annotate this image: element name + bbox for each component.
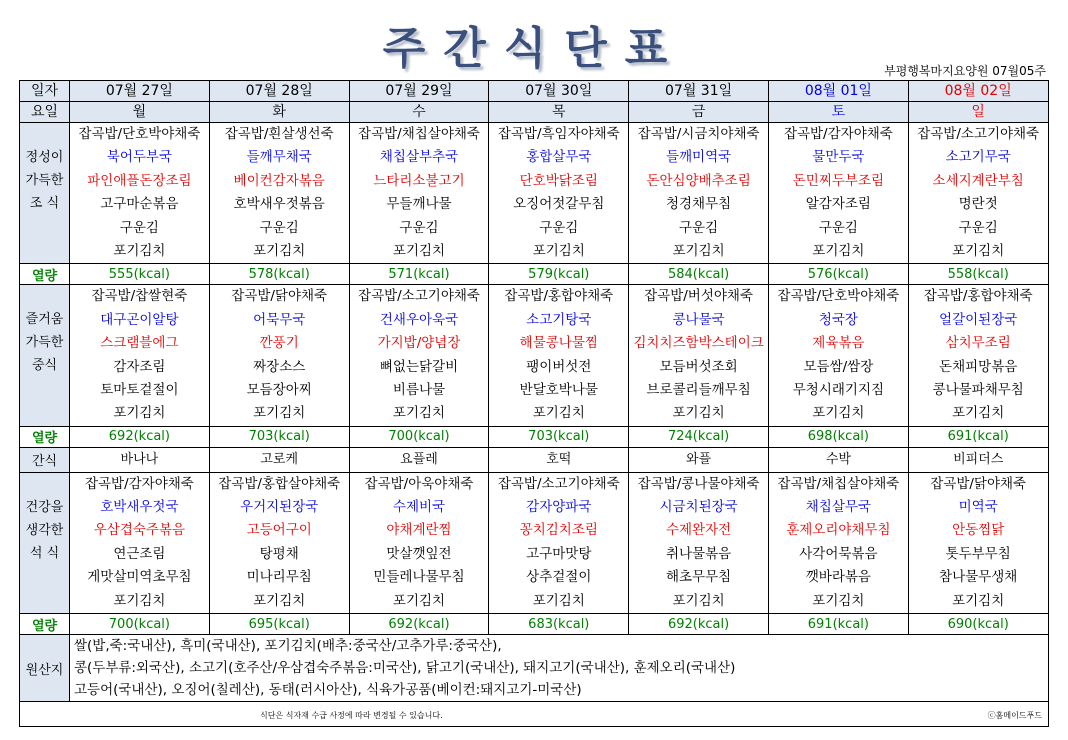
- menu-item: 브로콜리들깨무침: [646, 381, 751, 398]
- menu-item: 돈채피망볶음: [939, 358, 1018, 375]
- breakfast-day-cell: [489, 123, 629, 264]
- snack-item: 고로케: [209, 447, 349, 472]
- menu-item: 취나물볶음: [665, 545, 732, 562]
- dinner-day-cell: [768, 472, 908, 613]
- menu-item: 비름나물: [392, 381, 446, 398]
- snack-label: 간식: [20, 447, 70, 472]
- snack-item: 호떡: [489, 447, 629, 472]
- menu-item: 팽이버섯전: [526, 358, 592, 375]
- menu-item: 호박새우젓국: [100, 499, 179, 516]
- dinner-label-line: 석 식: [29, 545, 60, 561]
- lunch-day-cell: [908, 285, 1048, 426]
- menu-item: 소세지계란부침: [932, 172, 1024, 189]
- dinner-label-cell: [20, 472, 70, 613]
- lunch-label-line: 가득한: [25, 335, 64, 351]
- header-weekday: 일: [909, 101, 1048, 122]
- footer-brand: ⓒ홈메이드푸드: [987, 711, 1042, 720]
- menu-item: 김치치즈함박스테이크: [633, 335, 764, 352]
- footer-row: [20, 702, 1049, 727]
- header-date: 07월 28일: [245, 83, 313, 99]
- menu-item: 포기김치: [672, 242, 725, 259]
- menu-item: 포기김치: [113, 242, 166, 259]
- breakfast-label-cell: [20, 123, 70, 264]
- menu-item: 꽁치김치조림: [519, 522, 598, 539]
- menu-item: 모듬쌈/쌈장: [803, 358, 874, 375]
- header-date: 07월 27일: [105, 83, 173, 99]
- dinner-label-line: 건강을: [25, 499, 64, 515]
- breakfast-day-cell: [70, 123, 210, 264]
- menu-item: 알감자조림: [805, 196, 871, 213]
- menu-item: 맛살깻잎전: [386, 545, 452, 562]
- dinner-kcal-value: 683(kcal): [489, 614, 629, 635]
- dinner-kcal-value: 690(kcal): [908, 614, 1048, 635]
- menu-item: 무청시래기지짐: [792, 381, 885, 398]
- menu-item: 잡곡밥/홍합살야채죽: [218, 475, 341, 492]
- menu-item: 얼갈이된장국: [939, 311, 1018, 328]
- dinner-day-cell: [629, 472, 769, 613]
- menu-item: 고등어구이: [246, 522, 312, 539]
- menu-item: 베이컨감자볶음: [233, 172, 325, 189]
- menu-item: 포기김치: [672, 405, 725, 422]
- menu-item: 감자양파국: [526, 499, 592, 516]
- menu-item: 돈안심양배추조림: [646, 172, 751, 189]
- menu-item: 잡곡밥/버섯야채죽: [644, 288, 754, 305]
- menu-item: 포기김치: [253, 242, 306, 259]
- menu-item: 잡곡밥/소고기야채죽: [497, 475, 620, 492]
- breakfast-kcal-value: 584(kcal): [629, 264, 769, 285]
- menu-item: 잡곡밥/흑임자야채죽: [497, 126, 620, 142]
- lunch-day-cell: [489, 285, 629, 426]
- menu-item: 채칩살부추국: [379, 149, 459, 166]
- menu-item: 잡곡밥/홍합야채죽: [504, 288, 614, 305]
- menu-item: 어묵무국: [253, 311, 306, 328]
- menu-item: 포기김치: [113, 592, 166, 609]
- menu-item: 야채계란찜: [386, 522, 452, 539]
- menu-item: 포기김치: [392, 405, 446, 422]
- header-weekday: 목: [489, 101, 628, 122]
- menu-item: 고구마순볶음: [100, 196, 179, 213]
- day-label: 요일: [20, 101, 69, 122]
- menu-item: 들깨미역국: [665, 149, 732, 166]
- snack-item: 바나나: [70, 447, 210, 472]
- menu-item: 제육볶음: [812, 335, 865, 352]
- menu-item: 잡곡밥/단호박야채죽: [78, 126, 201, 142]
- menu-item: 반달호박나물: [519, 381, 598, 398]
- origin-label: 원산지: [20, 635, 70, 702]
- menu-item: 스크램블에그: [100, 335, 179, 352]
- menu-item: 훈제오리야채무침: [786, 522, 891, 539]
- menu-item: 포기김치: [113, 405, 166, 422]
- menu-item: 잡곡밥/시금치야채죽: [637, 126, 760, 142]
- menu-item: 사각어묵볶음: [799, 545, 878, 562]
- menu-item: 톳두부무침: [945, 545, 1011, 562]
- lunch-day-cell: [70, 285, 210, 426]
- menu-item: 명란젓: [958, 196, 998, 213]
- breakfast-kcal-value: 576(kcal): [768, 264, 908, 285]
- breakfast-kcal-row: [20, 264, 1049, 285]
- breakfast-label-line: 조 식: [29, 196, 60, 211]
- header-date: 08월 01일: [804, 83, 872, 99]
- weekly-menu-table: [19, 80, 1049, 727]
- menu-item: 잡곡밥/감자야채죽: [84, 475, 194, 492]
- header-day-cell: [629, 81, 769, 123]
- menu-item: 잡곡밥/채칩살야채죽: [358, 126, 480, 142]
- lunch-kcal-value: 691(kcal): [908, 426, 1048, 447]
- breakfast-day-cell: [908, 123, 1048, 264]
- menu-item: 뼈없는닭갈비: [379, 358, 459, 375]
- menu-item: 구운김: [818, 219, 858, 236]
- lunch-kcal-value: 692(kcal): [70, 426, 210, 447]
- origin-row: [20, 635, 1049, 702]
- lunch-kcal-value: 703(kcal): [209, 426, 349, 447]
- menu-item: 구운김: [259, 219, 299, 236]
- menu-item: 소고기탕국: [526, 311, 592, 328]
- menu-item: 포기김치: [253, 592, 306, 609]
- menu-item: 포기김치: [812, 405, 865, 422]
- breakfast-kcal-value: 555(kcal): [70, 264, 210, 285]
- snack-item: 비피더스: [908, 447, 1048, 472]
- menu-item: 북어두부국: [106, 149, 172, 166]
- breakfast-day-cell: [209, 123, 349, 264]
- dinner-kcal-value: 692(kcal): [629, 614, 769, 635]
- dinner-day-cell: [349, 472, 489, 613]
- menu-item: 미나리무침: [246, 569, 312, 586]
- menu-item: 감자조림: [113, 358, 166, 375]
- menu-item: 콩나물파채무침: [932, 381, 1024, 398]
- header-weekday: 월: [70, 101, 209, 122]
- header-day-cell: [768, 81, 908, 123]
- lunch-day-cell: [768, 285, 908, 426]
- menu-item: 모듬장아찌: [246, 381, 312, 398]
- header-weekday: 금: [629, 101, 768, 122]
- lunch-kcal-value: 724(kcal): [629, 426, 769, 447]
- lunch-day-cell: [209, 285, 349, 426]
- breakfast-label-line: 정성이: [25, 150, 64, 165]
- menu-item: 포기김치: [253, 405, 306, 422]
- header-day-cell: [349, 81, 489, 123]
- header-day-cell: [209, 81, 349, 123]
- menu-item: 청국장: [818, 311, 858, 328]
- menu-item: 탕평채: [259, 545, 299, 562]
- dinner-kcal-value: 695(kcal): [209, 614, 349, 635]
- menu-item: 잡곡밥/단호박야채죽: [777, 288, 900, 305]
- menu-item: 잡곡밥/소고기야채죽: [358, 288, 480, 305]
- menu-item: 잡곡밥/흰살생선죽: [224, 126, 334, 142]
- menu-item: 잡곡밥/홍합야채죽: [923, 288, 1033, 305]
- breakfast-row: [20, 123, 1049, 264]
- header-weekday: 화: [210, 101, 349, 122]
- menu-item: 포기김치: [392, 592, 446, 609]
- snack-row: [20, 447, 1049, 472]
- lunch-kcal-label: 열량: [20, 426, 70, 447]
- menu-item: 미역국: [958, 499, 998, 516]
- menu-item: 포기김치: [532, 242, 585, 259]
- menu-item: 구운김: [399, 219, 439, 236]
- breakfast-kcal-value: 579(kcal): [489, 264, 629, 285]
- menu-item: 토마토겉절이: [100, 381, 179, 398]
- menu-item: 포기김치: [532, 592, 585, 609]
- lunch-kcal-row: [20, 426, 1049, 447]
- date-label: 일자: [30, 83, 59, 99]
- footer-cell: [20, 702, 1049, 727]
- menu-item: 게맛살미역초무침: [87, 569, 192, 586]
- menu-item: 호박새우젓볶음: [233, 196, 325, 213]
- menu-item: 포기김치: [392, 242, 446, 259]
- menu-item: 파인애플돈장조림: [87, 172, 192, 189]
- footer-note: 식단은 식자재 수급 사정에 따라 변경될 수 있습니다.: [260, 711, 443, 720]
- menu-item: 콩나물국: [672, 311, 725, 328]
- menu-item: 홍합살무국: [526, 149, 592, 166]
- menu-item: 연근조림: [113, 545, 166, 562]
- menu-item: 포기김치: [672, 592, 725, 609]
- menu-item: 오징어젓갈무침: [513, 196, 605, 213]
- menu-item: 포기김치: [952, 242, 1005, 259]
- menu-item: 수제비국: [392, 499, 446, 516]
- header-row: [20, 81, 1049, 123]
- menu-item: 잡곡밥/채칩살야채죽: [777, 475, 900, 492]
- menu-item: 참나물무생채: [939, 569, 1018, 586]
- menu-item: 우거지된장국: [240, 499, 319, 516]
- menu-item: 짜장소스: [253, 358, 306, 375]
- menu-item: 잡곡밥/닭야채죽: [930, 475, 1027, 492]
- lunch-kcal-value: 698(kcal): [768, 426, 908, 447]
- menu-item: 우삼겹숙주볶음: [93, 522, 186, 539]
- menu-item: 모듬버섯조회: [659, 358, 738, 375]
- header-date: 07월 29일: [385, 83, 453, 99]
- menu-item: 포기김치: [532, 405, 585, 422]
- lunch-label-cell: [20, 285, 70, 426]
- header-date: 07월 31일: [665, 83, 733, 99]
- snack-item: 요플레: [349, 447, 489, 472]
- menu-item: 잡곡밥/닭야채죽: [231, 288, 328, 305]
- menu-item: 구운김: [539, 219, 579, 236]
- menu-item: 시금치된장국: [659, 499, 738, 516]
- menu-item: 상추겉절이: [526, 569, 592, 586]
- lunch-kcal-value: 700(kcal): [349, 426, 489, 447]
- origin-line: 쌀(밥,죽:국내산), 흑미(국내산), 포기김치(배추:중국산/고추가루:중국산),: [74, 638, 502, 655]
- header-date: 08월 02일: [944, 83, 1012, 99]
- lunch-day-cell: [349, 285, 489, 426]
- menu-item: 느타리소불고기: [373, 172, 465, 189]
- menu-item: 대구곤이알탕: [100, 311, 179, 328]
- breakfast-day-cell: [629, 123, 769, 264]
- menu-item: 청경채무침: [665, 196, 732, 213]
- header-weekday: 수: [350, 101, 489, 122]
- menu-item: 잡곡밥/감자야채죽: [783, 126, 893, 142]
- dinner-label-line: 생각한: [25, 522, 64, 538]
- origin-line: 콩(두부류:외국산), 소고기(호주산/우삼겹숙주볶음:미국산), 닭고기(국내산), 돼지고기(국내산), 훈제오리(국내산): [74, 660, 736, 677]
- menu-item: 포기김치: [812, 592, 865, 609]
- menu-item: 안동찜닭: [952, 522, 1005, 539]
- header-label-cell: [20, 81, 70, 123]
- breakfast-kcal-value: 571(kcal): [349, 264, 489, 285]
- menu-item: 구운김: [119, 219, 159, 236]
- header-day-cell: [908, 81, 1048, 123]
- menu-item: 채칩살무국: [805, 499, 871, 516]
- menu-item: 물만두국: [812, 149, 865, 166]
- menu-item: 해물콩나물찜: [519, 335, 598, 352]
- breakfast-day-cell: [768, 123, 908, 264]
- facility-week-label: 부평행복마지요양원 07월05주: [884, 64, 1046, 78]
- menu-item: 수제완자전: [665, 522, 732, 539]
- lunch-row: [20, 285, 1049, 426]
- menu-item: 포기김치: [952, 592, 1005, 609]
- breakfast-label-line: 가득한: [25, 173, 64, 188]
- dinner-kcal-value: 700(kcal): [70, 614, 210, 635]
- snack-item: 수박: [768, 447, 908, 472]
- lunch-label-line: 즐거움: [25, 312, 64, 328]
- menu-item: 삼치무조림: [945, 335, 1011, 352]
- menu-item: 민들레나물무침: [373, 569, 465, 586]
- breakfast-day-cell: [349, 123, 489, 264]
- menu-item: 깻바라볶음: [805, 569, 871, 586]
- lunch-kcal-value: 703(kcal): [489, 426, 629, 447]
- snack-item: 와플: [629, 447, 769, 472]
- dinner-day-cell: [489, 472, 629, 613]
- menu-item: 구운김: [958, 219, 998, 236]
- dinner-row: [20, 472, 1049, 613]
- breakfast-kcal-value: 578(kcal): [209, 264, 349, 285]
- menu-item: 구운김: [679, 219, 719, 236]
- dinner-kcal-value: 692(kcal): [349, 614, 489, 635]
- menu-item: 들깨무채국: [246, 149, 312, 166]
- menu-item: 무들깨나물: [386, 196, 452, 213]
- lunch-day-cell: [629, 285, 769, 426]
- menu-item: 깐풍기: [259, 335, 299, 352]
- dinner-day-cell: [209, 472, 349, 613]
- menu-item: 가지밥/양념장: [377, 335, 461, 352]
- dinner-day-cell: [70, 472, 210, 613]
- menu-item: 잡곡밥/아욱야채죽: [364, 475, 474, 492]
- header-date: 07월 30일: [525, 83, 593, 99]
- menu-item: 돈민찌두부조림: [792, 172, 885, 189]
- menu-item: 고구마맛탕: [526, 545, 592, 562]
- origin-text: [70, 635, 1049, 702]
- origin-line: 고등어(국내산), 오징어(칠레산), 동태(러시아산), 식육가공품(베이컨:돼지고기-미국산): [74, 682, 582, 699]
- menu-item: 잡곡밥/소고기야채죽: [917, 126, 1040, 142]
- page-title: 주간식단표: [382, 23, 686, 74]
- lunch-label-line: 중식: [31, 358, 58, 374]
- dinner-kcal-label: 열량: [20, 614, 70, 635]
- header-day-cell: [70, 81, 210, 123]
- dinner-day-cell: [908, 472, 1048, 613]
- dinner-kcal-value: 691(kcal): [768, 614, 908, 635]
- breakfast-kcal-value: 558(kcal): [908, 264, 1048, 285]
- menu-item: 포기김치: [952, 405, 1005, 422]
- menu-item: 해초무무침: [665, 569, 732, 586]
- menu-item: 단호박닭조림: [519, 172, 598, 189]
- menu-item: 잡곡밥/찹쌀현죽: [91, 288, 188, 305]
- menu-item: 포기김치: [812, 242, 865, 259]
- menu-item: 소고기무국: [945, 149, 1011, 166]
- header-weekday: 토: [769, 101, 908, 122]
- header-day-cell: [489, 81, 629, 123]
- dinner-kcal-row: [20, 614, 1049, 635]
- breakfast-kcal-label: 열량: [20, 264, 70, 285]
- menu-item: 건새우아욱국: [379, 311, 459, 328]
- menu-item: 잡곡밥/콩나물야채죽: [637, 475, 760, 492]
